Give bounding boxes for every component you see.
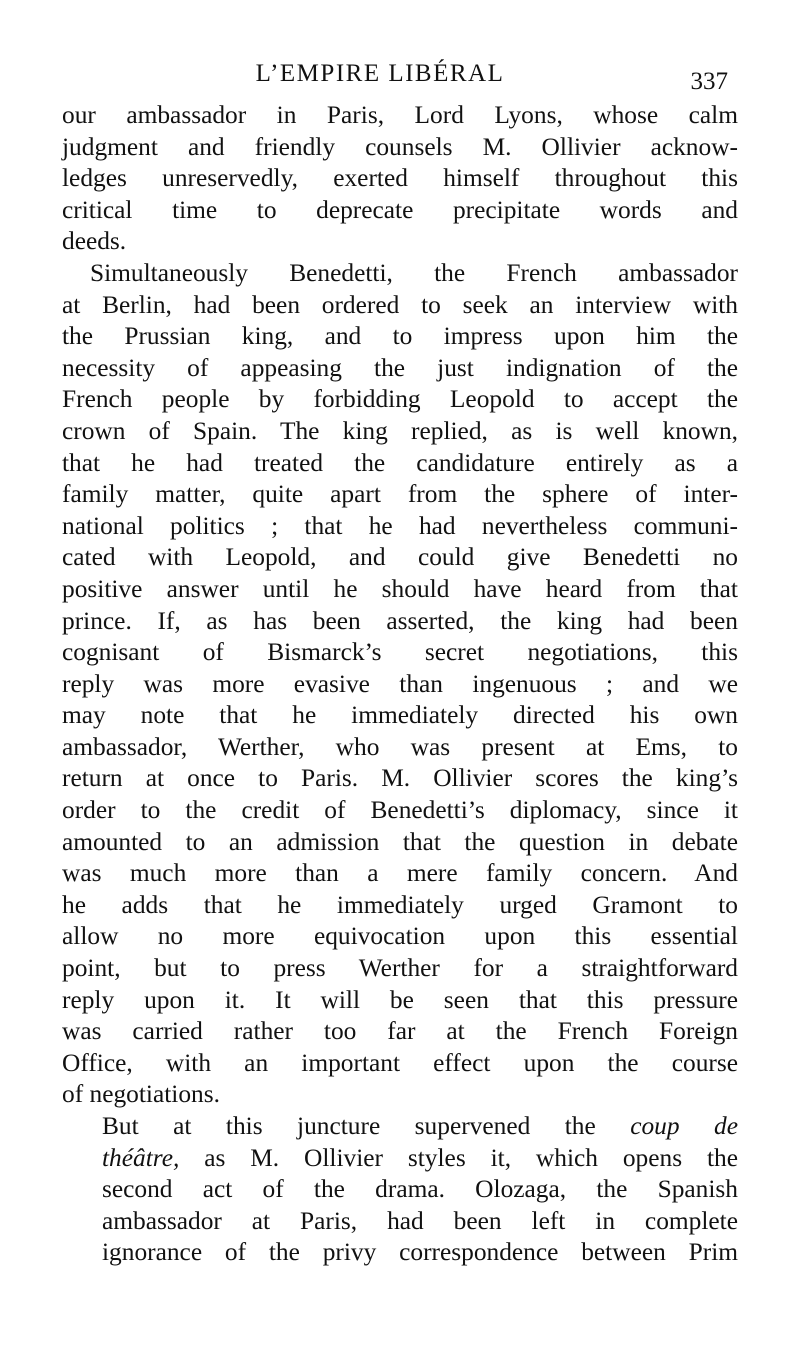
text-line: prince. If, as has been asserted, the king had been: [62, 606, 738, 635]
book-page: [62, 56, 738, 1269]
text-line: family matter, quite apart from the sphere of inter-: [62, 480, 738, 509]
text-line: ambassador at Paris, had been left in complete: [102, 1206, 738, 1235]
text-line: ledges unreservedly, exerted himself throughout this: [62, 164, 738, 193]
text-line: cognisant of Bismarck’s secret negotiations, this: [62, 638, 738, 667]
page-number: 337: [690, 68, 728, 95]
text-line: ignorance of the privy correspondence between Prim: [102, 1238, 738, 1267]
paragraph-1: [62, 100, 738, 258]
text-run: But at this juncture supervened the: [102, 1112, 596, 1140]
italic-phrase: coup de: [630, 1112, 738, 1140]
text-run: as M. Ollivier styles it, which opens the: [204, 1143, 738, 1172]
running-title: L’EMPIRE LIBÉRAL: [255, 60, 505, 87]
text-line: Office, with an important effect upon the course: [62, 1048, 738, 1077]
text-line: allow no more equivocation upon this essential: [62, 922, 738, 951]
text-line: return at once to Paris. M. Ollivier scores the king’s: [62, 764, 738, 793]
text-line: ambassador, Werther, who was present at Ems, to: [62, 732, 738, 761]
running-head: [62, 56, 738, 100]
text-line: Simultaneously Benedetti, the French ambassador: [90, 258, 738, 287]
text-line: point, but to press Werther for a straightforward: [62, 954, 738, 983]
italic-phrase: théâtre,: [102, 1143, 180, 1172]
text-line: at Berlin, had been ordered to seek an interview with: [62, 290, 738, 319]
text-line: French people by forbidding Leopold to accept the: [62, 385, 738, 414]
text-line: critical time to deprecate precipitate words and: [62, 195, 738, 224]
text-line: order to the credit of Benedetti’s diplomacy, since it: [62, 796, 738, 825]
text-line: crown of Spain. The king replied, as is well known,: [62, 416, 738, 445]
text-line: [62, 1143, 738, 1175]
text-line: reply upon it. It will be seen that this pressure: [62, 985, 738, 1014]
body-text: [62, 100, 738, 1269]
text-line: the Prussian king, and to impress upon him the: [62, 322, 738, 351]
paragraph-3: [62, 1111, 738, 1269]
text-line: our ambassador in Paris, Lord Lyons, whose calm: [62, 101, 738, 129]
text-line: positive answer until he should have heard from that: [62, 574, 738, 603]
paragraph-2: [62, 258, 738, 1111]
text-line: necessity of appeasing the just indignation of the: [62, 353, 738, 382]
text-line: [62, 1111, 738, 1143]
text-line: reply was more evasive than ingenuous ; and we: [62, 669, 738, 698]
text-line: may note that he immediately directed his own: [62, 701, 738, 730]
text-line: judgment and friendly counsels M. Ollivier acknow-: [62, 132, 738, 161]
text-line: second act of the drama. Olozaga, the Spanish: [102, 1175, 738, 1204]
text-line: deeds.: [62, 227, 127, 256]
text-line: was carried rather too far at the French Foreign: [62, 1017, 738, 1046]
text-line: amounted to an admission that the question in debate: [62, 827, 738, 856]
text-line: national politics ; that he had nevertheless communi-: [62, 511, 738, 540]
text-line: cated with Leopold, and could give Benedetti no: [62, 543, 738, 572]
text-line: that he had treated the candidature entirely as a: [62, 448, 738, 477]
text-line: of negotiations.: [62, 1080, 220, 1109]
text-line: he adds that he immediately urged Gramont to: [62, 890, 738, 919]
text-line: was much more than a mere family concern. And: [62, 859, 738, 888]
